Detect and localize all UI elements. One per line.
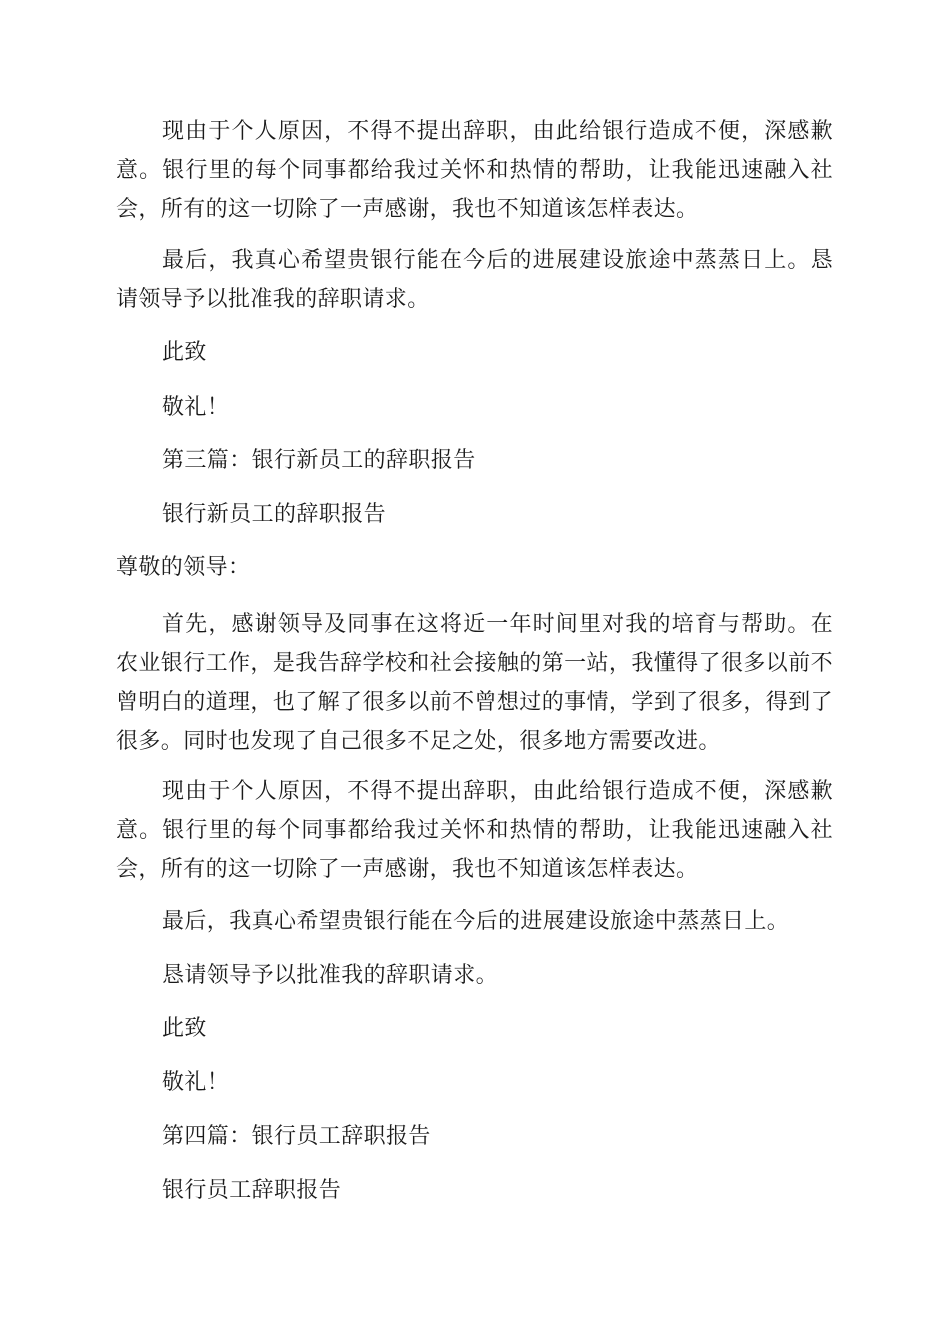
paragraph-thanks: 首先，感谢领导及同事在这将近一年时间里对我的培育与帮助。在农业银行工作，是我告辞学校和社会接触的第一站，我懂得了很多以前不曾明白的道理，也了解了很多以前不曾想过的事情，学到了很多，得到了很多。同时也发现了自己很多不足之处，很多地方需要改进。 (116, 612, 833, 754)
letter-title-3: 银行新员工的辞职报告 (162, 502, 387, 527)
paragraph-closing-wish-1: 最后，我真心希望贵银行能在今后的进展建设旅途中蒸蒸日上。恳请领导予以批准我的辞职请求。 (116, 248, 833, 312)
section-heading-4: 第四篇：银行员工辞职报告 (162, 1124, 431, 1149)
section-heading-3: 第三篇：银行新员工的辞职报告 (162, 448, 476, 473)
greeting: 尊敬的领导： (116, 555, 251, 580)
paragraph-request: 恳请领导予以批准我的辞职请求。 (162, 963, 499, 988)
closing-cizhi-2: 此致 (162, 1016, 207, 1041)
paragraph-apology-1: 现由于个人原因，不得不提出辞职，由此给银行造成不便，深感歉意。银行里的每个同事都给我过关怀和热情的帮助，让我能迅速融入社会，所有的这一切除了一声感谢，我也不知道该怎样表达。 (116, 119, 833, 222)
closing-cizhi-1: 此致 (162, 340, 207, 365)
salutation-jingli-2: 敬礼！ (162, 1070, 230, 1095)
paragraph-closing-wish-2: 最后，我真心希望贵银行能在今后的进展建设旅途中蒸蒸日上。 (162, 909, 790, 934)
letter-title-4: 银行员工辞职报告 (162, 1178, 342, 1203)
paragraph-apology-2: 现由于个人原因，不得不提出辞职，由此给银行造成不便，深感歉意。银行里的每个同事都给我过关怀和热情的帮助，让我能迅速融入社会，所有的这一切除了一声感谢，我也不知道该怎样表达。 (116, 779, 833, 882)
salutation-jingli-1: 敬礼！ (162, 395, 230, 420)
